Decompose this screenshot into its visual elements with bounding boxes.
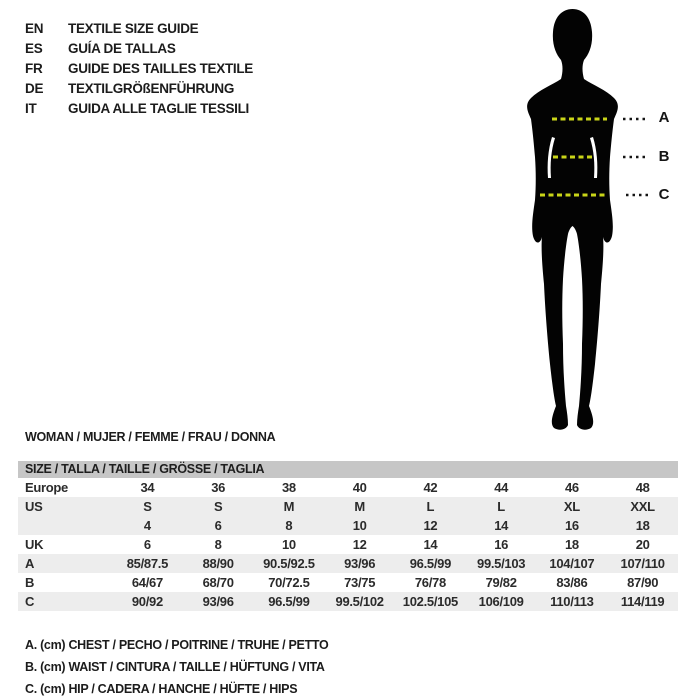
gender-heading: WOMAN / MUJER / FEMME / FRAU / DONNA [25, 430, 276, 444]
size-cell: 8 [285, 518, 293, 533]
language-row [25, 19, 253, 39]
size-cell: 14 [494, 518, 509, 533]
table-row-us-letter [18, 497, 678, 516]
row-label [18, 516, 112, 535]
language-code: FR [25, 61, 43, 76]
size-cell: XL [563, 499, 580, 514]
size-cell: 96.5/99 [268, 594, 310, 609]
size-cell: 40 [352, 480, 367, 495]
size-cell: 90.5/92.5 [263, 556, 315, 571]
row-label: B [25, 575, 35, 590]
size-cell: L [426, 499, 435, 514]
size-cell: 20 [635, 537, 650, 552]
marker-label-waist: B [658, 148, 670, 165]
size-cell: 8 [214, 537, 222, 552]
language-title: TEXTILGRÖßENFÜHRUNG [68, 81, 235, 96]
size-cell: 16 [564, 518, 579, 533]
size-cell: 10 [352, 518, 367, 533]
size-cell: M [283, 499, 295, 514]
language-title: GUIDE DES TAILLES TEXTILE [68, 61, 254, 76]
language-code: ES [25, 41, 43, 56]
legend-chest: A. (cm) CHEST / PECHO / POITRINE / TRUHE / PETTO [25, 638, 329, 652]
size-cell: 16 [494, 537, 509, 552]
size-cell: 34 [140, 480, 155, 495]
language-title: TEXTILE SIZE GUIDE [68, 21, 199, 36]
legend-waist: B. (cm) WAIST / CINTURA / TAILLE / HÜFTUNG / VITA [25, 660, 325, 674]
silhouette-right-half [573, 9, 618, 430]
size-cell: 70/72.5 [268, 575, 310, 590]
size-cell: 93/96 [202, 594, 234, 609]
size-cell: 64/67 [131, 575, 163, 590]
size-cell: 99.5/103 [477, 556, 526, 571]
size-cell: 6 [143, 537, 151, 552]
table-row-us-numeric [18, 516, 678, 535]
silhouette-left-half [527, 9, 572, 430]
size-cell: 90/92 [131, 594, 163, 609]
size-cell: 79/82 [485, 575, 517, 590]
table-row-europe [18, 478, 678, 497]
language-code: DE [25, 81, 44, 96]
size-cell: 12 [423, 518, 438, 533]
row-label: Europe [25, 480, 68, 495]
marker-label-hip: C [658, 186, 670, 203]
language-row [25, 99, 253, 119]
size-cell: 73/75 [344, 575, 376, 590]
row-label: A [25, 556, 35, 571]
woman-silhouette-diagram [455, 4, 685, 432]
size-cell: 44 [494, 480, 509, 495]
table-row-hip [18, 592, 678, 611]
size-cell: 96.5/99 [409, 556, 452, 571]
size-cell: 87/90 [627, 575, 659, 590]
size-cell: 6 [214, 518, 222, 533]
language-code: IT [25, 101, 37, 116]
size-cell: 68/70 [202, 575, 234, 590]
language-row [25, 79, 253, 99]
language-row [25, 39, 253, 59]
size-cell: 38 [281, 480, 296, 495]
language-title: GUIDA ALLE TAGLIE TESSILI [68, 101, 249, 116]
size-cell: 48 [635, 480, 650, 495]
size-cell: 14 [423, 537, 438, 552]
size-cell: 114/119 [620, 594, 665, 609]
size-cell: 18 [635, 518, 650, 533]
size-cell: 104/107 [549, 556, 595, 571]
table-row-waist [18, 573, 678, 592]
legend-hip: C. (cm) HIP / CADERA / HANCHE / HÜFTE / HIPS [25, 682, 298, 696]
size-cell: 107/110 [620, 556, 665, 571]
size-cell: 99.5/102 [335, 594, 384, 609]
size-cell: 88/90 [202, 556, 234, 571]
size-cell: M [354, 499, 365, 514]
language-code: EN [25, 21, 44, 36]
size-cell: 83/86 [556, 575, 588, 590]
row-label: UK [25, 537, 44, 552]
size-cell: S [143, 499, 152, 514]
measurement-legend [25, 634, 328, 700]
size-cell: 93/96 [344, 556, 376, 571]
size-cell: 36 [211, 480, 226, 495]
size-cell: 46 [564, 480, 579, 495]
size-table [18, 461, 678, 611]
size-cell: L [497, 499, 505, 514]
size-cell: 18 [564, 537, 579, 552]
size-cell: S [213, 499, 223, 514]
size-cell: 102.5/105 [402, 594, 458, 609]
table-row-chest [18, 554, 678, 573]
size-cell: 42 [423, 480, 438, 495]
size-cell: 10 [281, 537, 296, 552]
size-table-header: SIZE / TALLA / TAILLE / GRÖSSE / TAGLIA [18, 461, 678, 478]
marker-label-chest: A [658, 109, 670, 126]
size-cell: 4 [143, 518, 151, 533]
size-cell: XXL [630, 499, 655, 514]
size-cell: 12 [352, 537, 367, 552]
row-label: C [25, 594, 35, 609]
size-cell: 85/87.5 [126, 556, 169, 571]
size-cell: 106/109 [478, 594, 524, 609]
table-row-uk [18, 535, 678, 554]
size-cell: 110/113 [550, 594, 594, 609]
language-title-list [25, 19, 253, 119]
language-title: GUÍA DE TALLAS [68, 41, 176, 56]
row-label: US [25, 499, 43, 514]
size-cell: 76/78 [414, 575, 446, 590]
language-row [25, 59, 253, 79]
